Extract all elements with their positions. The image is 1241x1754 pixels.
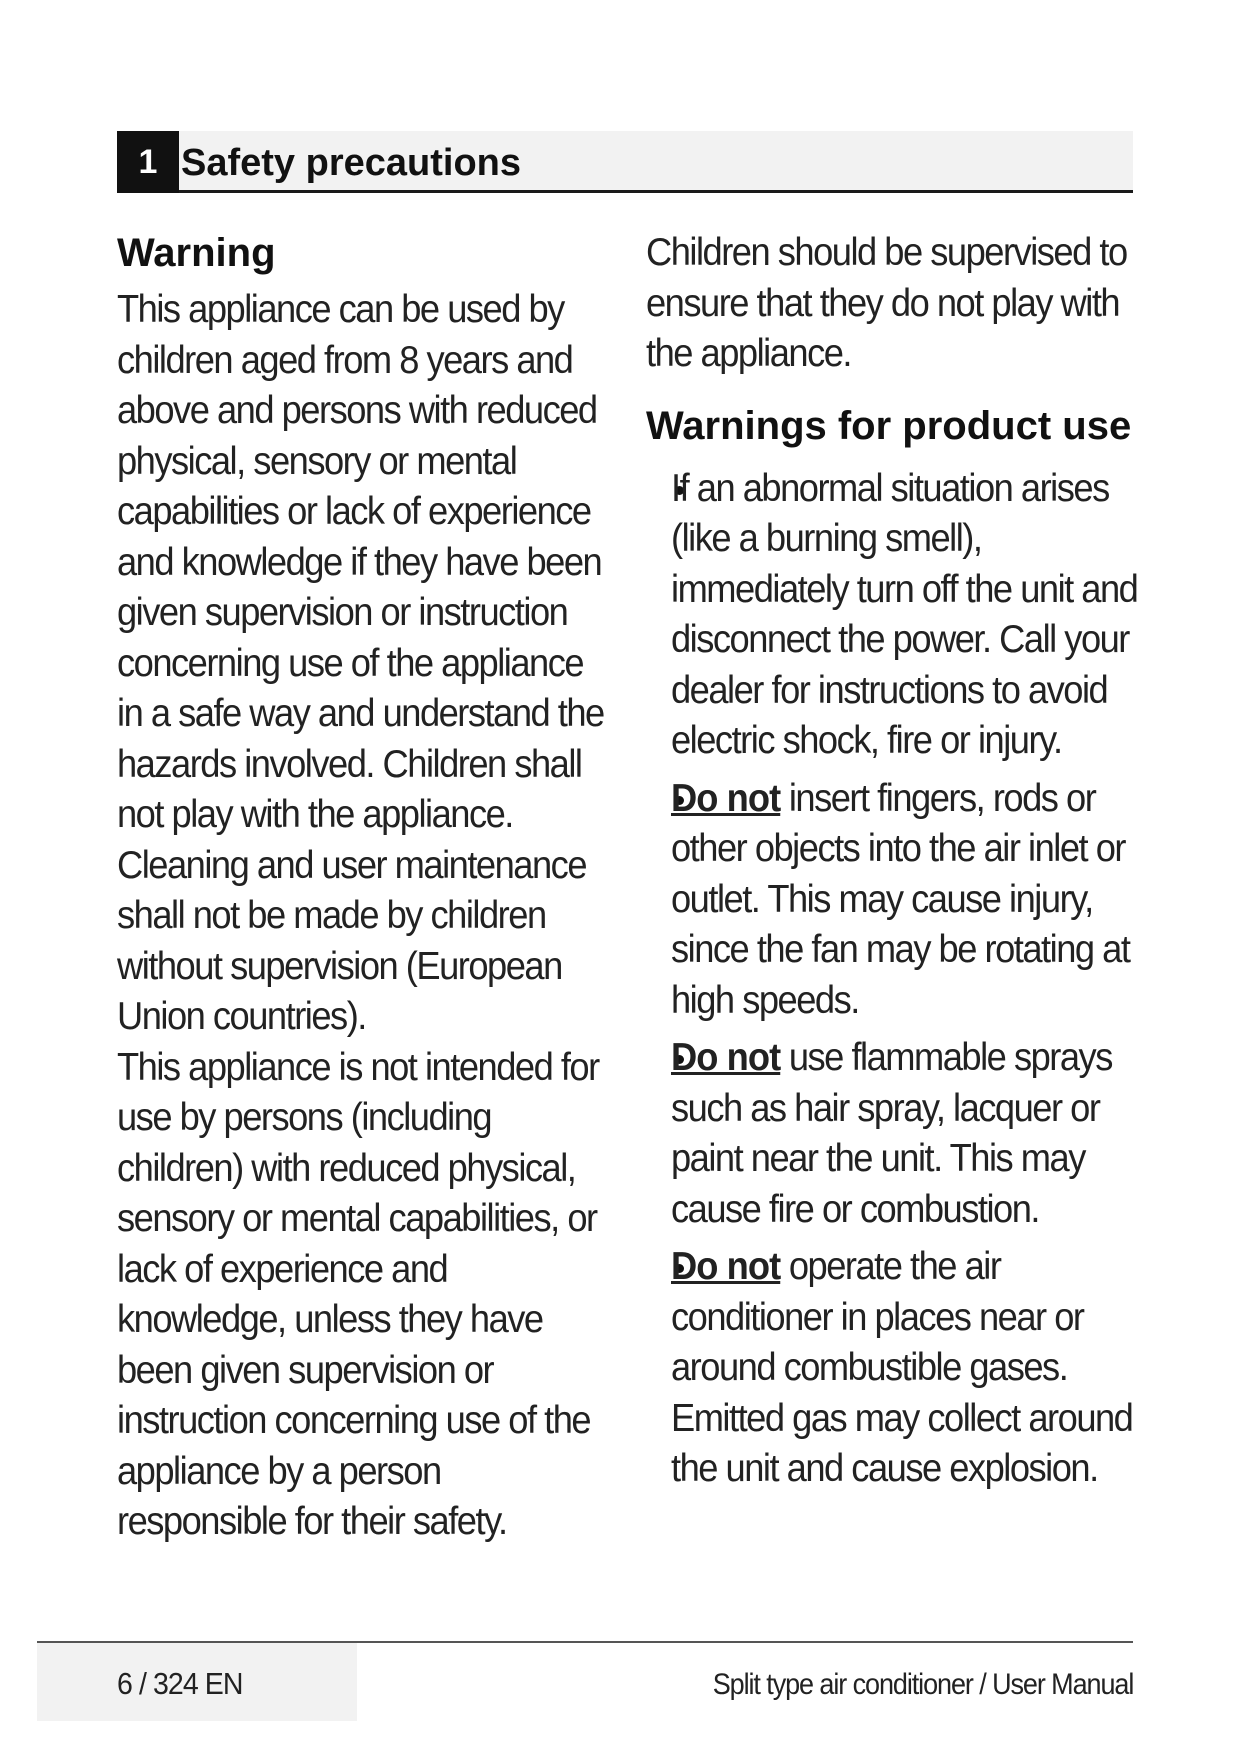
list-item-text [671,1033,1141,1235]
section-header [117,131,1133,193]
list-item-body: insert fingers, rods or other objects into the air inlet or outlet. This may cause injury, since the fan may be rotating at high speeds. [671,776,1130,1022]
left-column [117,228,607,1548]
list-item [646,464,1136,767]
right-column [646,228,1136,1502]
section-number: 1 [117,131,179,193]
warning-paragraph: This appliance can be used by children aged from 8 years and above and persons with reduced physical, sensory or mental capabilities or lack of experience and knowledge if they have been given supervision or instruction concerning use of the appliance in a safe way and understand the hazards involved. Children shall not play with the appliance. Cleaning and user maintenance shall not be made by children without supervision (European Union countries). [117,288,604,1038]
do-not-label: Do not [671,1245,781,1288]
section-title: Safety precautions [181,142,521,184]
list-item [646,1033,1136,1235]
list-item-body: use flammable sprays such as hair spray, lacquer or paint near the unit. This may cause fire or combustion. [671,1036,1112,1231]
list-item-text [671,774,1141,1027]
document-title: Split type air conditioner / User Manual [712,1668,1133,1701]
do-not-label: Do not [671,1036,781,1079]
warning-paragraph: This appliance is not intended for use by persons (including children) with reduced physical, sensory or mental capabilities, or lack of experience and knowledge, unless they have been given supervision or instruction concerning use of the appliance by a person responsible for their safety. [117,1045,599,1543]
do-not-label: Do not [671,776,781,820]
list-item-body: operate the air conditioner in places near or around combustible gases. Emitted gas may collect around the unit and cause explosion. [671,1245,1133,1490]
list-item [646,774,1136,1027]
list-item-text: If an abnormal situation arises (like a burning smell), immediately turn off the unit and disconnect the power. Call your dealer for instructions to avoid electric shock, fire or injury. [671,466,1138,762]
supervision-paragraph: Children should be supervised to ensure that they do not play with the appliance. [646,231,1127,375]
warning-heading: Warning [117,231,276,275]
list-item-text [671,1242,1141,1495]
list-item [646,1242,1136,1495]
page-number: 6 / 324 EN [117,1666,243,1701]
product-use-heading: Warnings for product use [646,403,1132,448]
